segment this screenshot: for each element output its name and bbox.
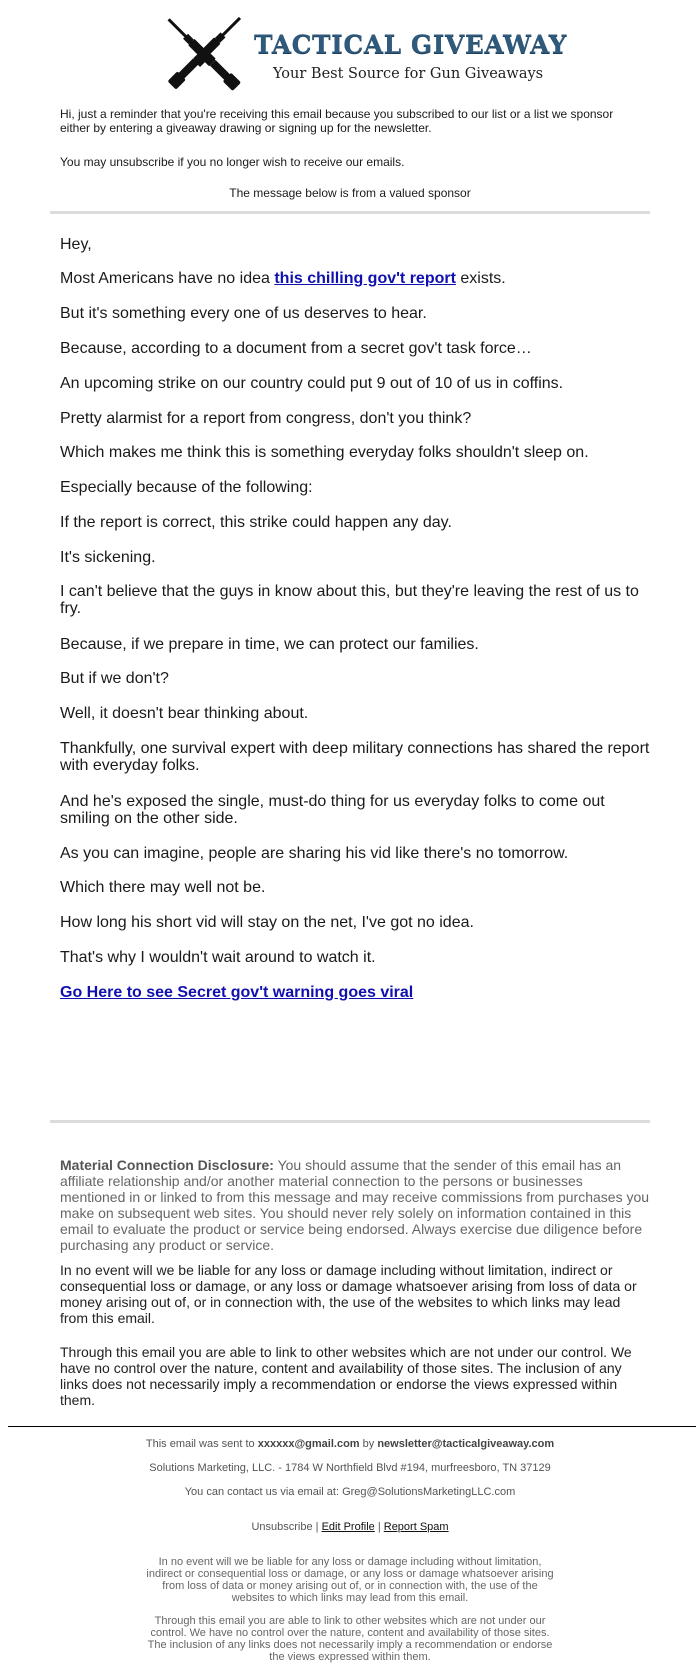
- edit-profile-link[interactable]: Edit Profile: [321, 1521, 375, 1533]
- unsubscribe-link[interactable]: Unsubscribe: [251, 1521, 313, 1533]
- message-paragraph: Because, according to a document from a secret gov't task force…: [60, 340, 532, 357]
- recipient-email: xxxxxx@gmail.com: [257, 1438, 360, 1450]
- sent-to-line: This email was sent to xxxxxx@gmail.com by newsletter@tacticalgiveaway.com: [145, 1438, 555, 1450]
- unsubscribe-note: You may unsubscribe if you no longer wish to receive our emails.: [60, 155, 405, 169]
- message-paragraph: Most Americans have no idea this chilling gov't report exists.: [60, 270, 506, 287]
- message-paragraph: But it's something every one of us deserves to hear.: [60, 305, 427, 322]
- liability-disclaimer: In no event will we be liable for any loss or damage including without limitation, indirect or consequential loss or damage, or any loss or damage whatsoever arising from loss of data or money arising out of, or in connection with, the use of the websites to which links may lead from this email.: [60, 1262, 637, 1326]
- sponsor-note: The message below is from a valued sponsor: [229, 186, 471, 200]
- message-paragraph: Because, if we prepare in time, we can protect our families.: [60, 636, 479, 653]
- message-paragraph: It's sickening.: [60, 549, 156, 566]
- external-links-disclaimer: Through this email you are able to link to other websites which are not under our control. We have no control over the nature, content and availability of those sites. The inclusion of any links does not necessarily imply a recommendation or endorse the views expressed within them.: [60, 1344, 632, 1408]
- report-spam-link[interactable]: Report Spam: [383, 1521, 449, 1533]
- cta-link[interactable]: Go Here to see Secret gov't warning goes viral: [60, 984, 414, 1001]
- message-paragraph: Which makes me think this is something everyday folks shouldn't sleep on.: [60, 444, 589, 461]
- footer-divider: [8, 1426, 696, 1427]
- footer-links: Unsubscribe | Edit Profile | Report Spam: [251, 1521, 449, 1533]
- company-address: Solutions Marketing, LLC. - 1784 W Northfield Blvd #194, murfreesboro, TN 37129: [149, 1462, 551, 1474]
- footer-external-links: Through this email you are able to link to other websites which are not under our control. We have no control over the nature, content and availability of those sites. The inclusion of any links does not necessarily imply a recommendation or endorse the views expressed within them.: [147, 1615, 553, 1663]
- message-paragraph: Pretty alarmist for a report from congress, don't you think?: [60, 410, 472, 427]
- brand-tagline: Your Best Source for Gun Giveaways: [273, 66, 544, 82]
- brand-title: TACTICAL GIVEAWAY: [254, 30, 568, 59]
- message-paragraph: Well, it doesn't bear thinking about.: [60, 705, 309, 722]
- brand-logo: [158, 10, 568, 100]
- message-paragraph: I can't believe that the guys in know about this, but they're leaving the rest of us to fry.: [60, 583, 639, 617]
- divider: [50, 1120, 650, 1123]
- message-paragraph: If the report is correct, this strike could happen any day.: [60, 514, 452, 531]
- message-paragraph: Thankfully, one survival expert with deep military connections has shared the report with everyday folks.: [60, 740, 650, 774]
- message-paragraph: That's why I wouldn't wait around to watch it.: [60, 949, 376, 966]
- message-paragraph: How long his short vid will stay on the net, I've got no idea.: [60, 914, 474, 931]
- contact-line: You can contact us via email at: Greg@SolutionsMarketingLLC.com: [184, 1486, 516, 1498]
- greeting: Hey,: [60, 236, 92, 253]
- message-paragraph: An upcoming strike on our country could put 9 out of 10 of us in coffins.: [60, 375, 564, 392]
- subscription-reminder: Hi, just a reminder that you're receiving this email because you subscribed to our list or a list we sponsor either by entering a giveaway drawing or signing up for the newsletter.: [60, 107, 614, 135]
- message-paragraph: Especially because of the following:: [60, 479, 313, 496]
- material-connection-disclosure: Material Connection Disclosure: You should assume that the sender of this email has an affiliate relationship and/or another material connection to the persons or businesses mentioned in or linked to from this message and may receive commissions from purchases you make on subsequent web sites. You should never rely solely on information contained in this email to evaluate the product or service being endorsed. Always exercise due diligence before purchasing any product or service.: [60, 1157, 650, 1253]
- message-paragraph: But if we don't?: [60, 670, 169, 687]
- crossed-rifles-icon: [158, 10, 253, 100]
- cta-paragraph: [60, 984, 650, 1001]
- sender-email: newsletter@tacticalgiveaway.com: [377, 1438, 555, 1450]
- footer-liability: In no event will we be liable for any loss or damage including without limitation, indirect or consequential loss or damage, or any loss or damage whatsoever arising from loss of data or money arising out of, or in connection with, the use of the websites to which links may lead from this email.: [146, 1556, 554, 1604]
- message-paragraph: Which there may well not be.: [60, 879, 266, 896]
- message-paragraph: And he's exposed the single, must-do thing for us everyday folks to come out smiling on the other side.: [60, 793, 605, 827]
- report-link[interactable]: this chilling gov't report: [274, 270, 456, 287]
- divider: [50, 211, 650, 214]
- message-paragraph: As you can imagine, people are sharing his vid like there's no tomorrow.: [60, 845, 569, 862]
